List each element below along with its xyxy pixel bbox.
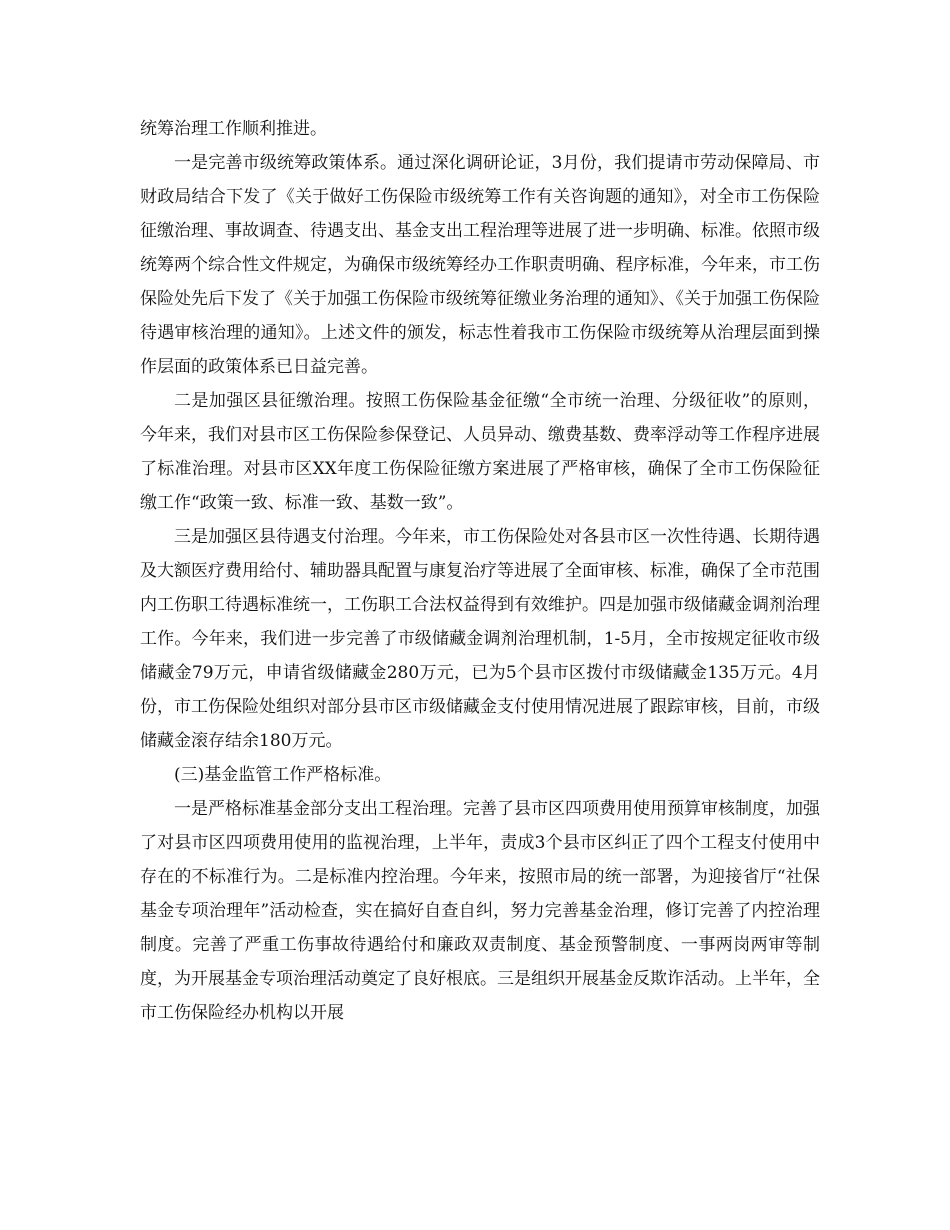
paragraph-municipal-policy: 一是完善市级统筹政策体系。通过深化调研论证，3月份，我们提请市劳动保障局、市财政局结合下发了《关于做好工伤保险市级统筹工作有关咨询题的通知》，对全市工伤保险征缴治理、事故调查、待遇支出、基金支出工程治理等进展了进一步明确、标准。依照市级统筹两个综合性文件规定，为确保市级统筹经办工作职责明确、程序标准，今年来，市工伤保险处先后下发了《关于加强工伤保险市级统筹征缴业务治理的通知》、《关于加强工伤保险待遇审核治理的通知》。上述文件的颁发，标志性着我市工伤保险市级统筹从治理层面到操作层面的政策体系已日益完善。 — [140, 153, 820, 377]
paragraph-fund-expenditure: 一是严格标准基金部分支出工程治理。完善了县市区四项费用使用预算审核制度，加强了对县市区四项费用使用的监视治理，上半年，责成3个县市区纠正了四个工程支付使用中存在的不标准行为。二是标准内控治理。今年来，按照市局的统一部署，为迎接省厅“社保基金专项治理年”活动检查，实在搞好自查自纠，努力完善基金治理，修订完善了内控治理制度。完善了严重工伤事故待遇给付和廉政双责制度、基金预警制度、一事两岗两审等制度，为开展基金专项治理活动奠定了良好根底。三是组织开展基金反欺诈活动。上半年，全市工伤保险经办机构以开展 — [140, 799, 820, 1023]
paragraph-continuation: 统筹治理工作顺利推进。 — [140, 119, 327, 139]
document-body — [140, 112, 820, 1030]
paragraph-district-collection: 二是加强区县征缴治理。按照工伤保险基金征缴“全市统一治理、分级征收”的原则，今年来，我们对县市区工伤保险参保登记、人员异动、缴费基数、费率浮动等工作程序进展了标准治理。对县市区XX年度工伤保险征缴方案进展了严格审核，确保了全市工伤保险征缴工作“政策一致、标准一致、基数一致”。 — [140, 391, 820, 513]
section-heading-fund-supervision: (三)基金监管工作严格标准。 — [174, 765, 392, 785]
paragraph-district-payment: 三是加强区县待遇支付治理。今年来，市工伤保险处对各县市区一次性待遇、长期待遇及大额医疗费用给付、辅助器具配置与康复治疗等进展了全面审核、标准，确保了全市范围内工伤职工待遇标准统一，工伤职工合法权益得到有效维护。四是加强市级储藏金调剂治理工作。今年来，我们进一步完善了市级储藏金调剂治理机制，1-5月，全市按规定征收市级储藏金79万元，申请省级储藏金280万元，已为5个县市区拨付市级储藏金135万元。4月份，市工伤保险处组织对部分县市区市级储藏金支付使用情况进展了跟踪审核，目前，市级储藏金滚存结余180万元。 — [140, 527, 820, 751]
